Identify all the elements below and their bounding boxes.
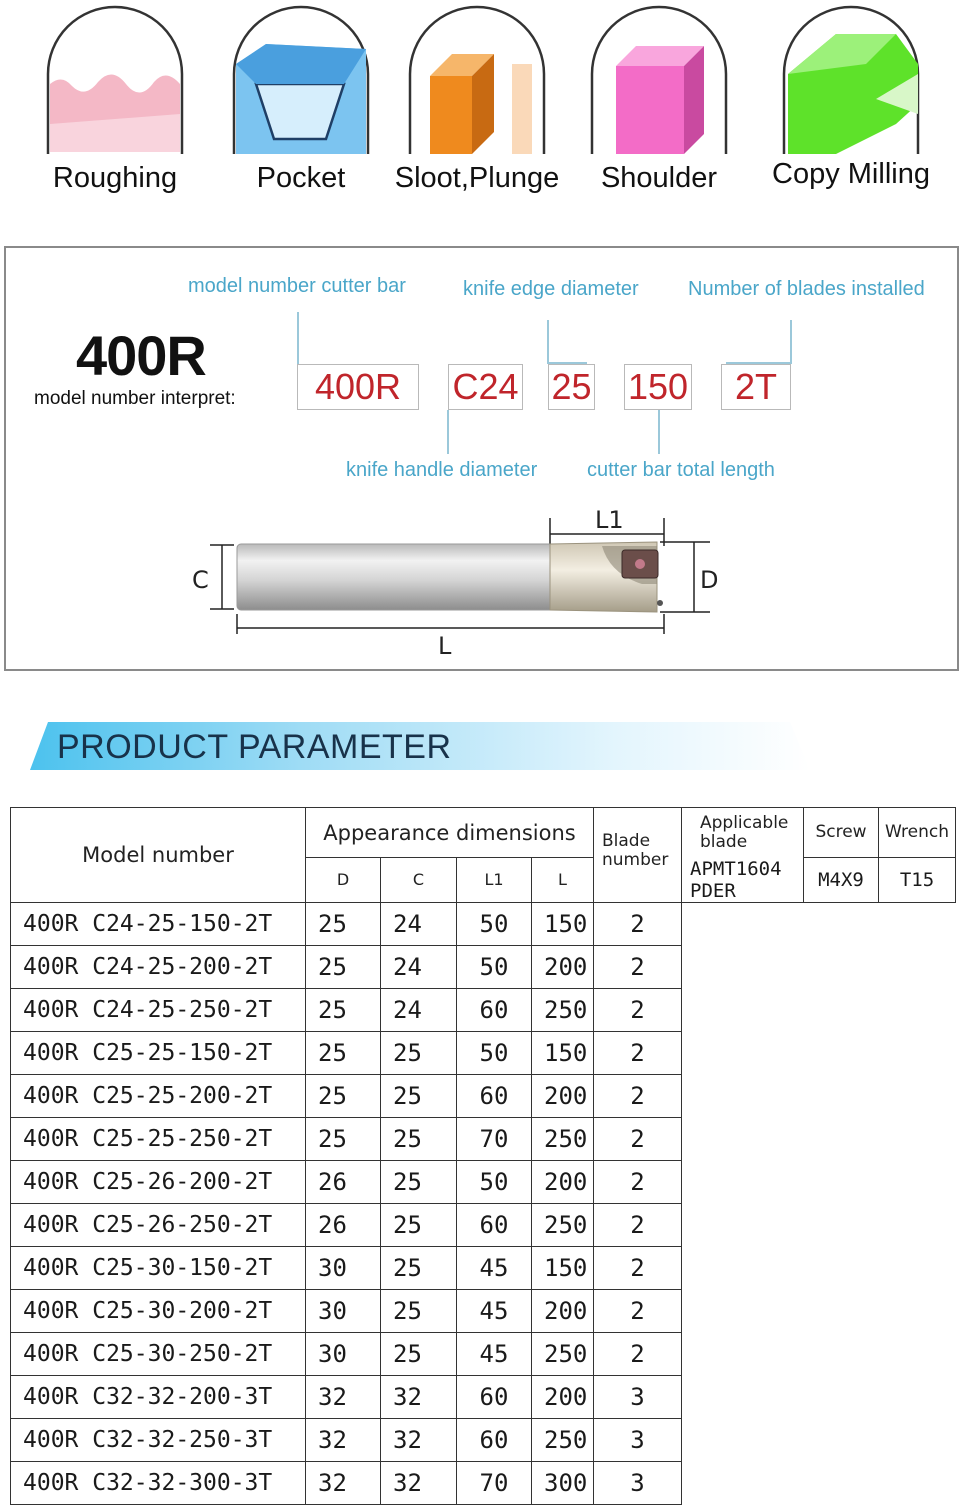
blade-number-cell: 2	[594, 1203, 682, 1246]
table-row	[11, 1246, 956, 1289]
model-number-cell: 400R C32-32-200-3T	[11, 1375, 306, 1418]
connector-line	[790, 320, 792, 362]
table-row	[11, 902, 956, 945]
blade-number-cell: 2	[594, 1160, 682, 1203]
l-cell: 150	[532, 1031, 594, 1074]
d-cell: 32	[306, 1418, 381, 1461]
connector-line	[447, 410, 449, 454]
blade-number-cell: 2	[594, 1332, 682, 1375]
header-blade-number: Blade number	[594, 808, 682, 903]
dimension-l-label: L	[438, 632, 452, 660]
table-row	[11, 988, 956, 1031]
connector-line	[297, 312, 299, 364]
l1-cell: 70	[457, 1117, 532, 1160]
l1-cell: 60	[457, 1074, 532, 1117]
l-cell: 300	[532, 1461, 594, 1504]
table-row	[11, 1418, 956, 1461]
table-row	[11, 1031, 956, 1074]
c-cell: 32	[381, 1418, 457, 1461]
dimension-l1-label: L1	[595, 506, 624, 534]
d-cell: 25	[306, 945, 381, 988]
cutter-bar-diagram	[182, 506, 719, 660]
c-cell: 25	[381, 1160, 457, 1203]
header-applicable-blade: Applicable blade	[682, 808, 804, 858]
connector-line	[658, 410, 660, 454]
l-cell: 250	[532, 1117, 594, 1160]
model-number-cell: 400R C25-30-250-2T	[11, 1332, 306, 1375]
connector-line	[547, 320, 549, 364]
pocket-icon	[226, 4, 376, 164]
copy-milling-icon	[776, 4, 926, 164]
model-number-cell: 400R C25-25-150-2T	[11, 1031, 306, 1074]
model-number-cell: 400R C25-26-250-2T	[11, 1203, 306, 1246]
table-row	[11, 1160, 956, 1203]
annotation-blades-installed: Number of blades installed	[688, 278, 925, 300]
l1-cell: 45	[457, 1332, 532, 1375]
l1-cell: 60	[457, 1375, 532, 1418]
d-cell: 30	[306, 1246, 381, 1289]
annotation-handle-diameter: knife handle diameter	[346, 459, 538, 481]
blade-number-cell: 3	[594, 1375, 682, 1418]
blade-number-cell: 2	[594, 1074, 682, 1117]
l1-cell: 60	[457, 988, 532, 1031]
model-number-cell: 400R C24-25-150-2T	[11, 902, 306, 945]
blade-number-cell: 3	[594, 1461, 682, 1504]
l1-cell: 45	[457, 1246, 532, 1289]
l-cell: 150	[532, 1246, 594, 1289]
c-cell: 25	[381, 1031, 457, 1074]
l-cell: 200	[532, 1074, 594, 1117]
table-row	[11, 1332, 956, 1375]
c-cell: 25	[381, 1246, 457, 1289]
model-number-cell: 400R C25-30-150-2T	[11, 1246, 306, 1289]
d-cell: 32	[306, 1375, 381, 1418]
model-number-cell: 400R C32-32-250-3T	[11, 1418, 306, 1461]
blade-number-cell: 2	[594, 1246, 682, 1289]
d-cell: 25	[306, 988, 381, 1031]
dimension-c-label: C	[192, 566, 209, 594]
c-cell: 25	[381, 1203, 457, 1246]
operation-shoulder	[584, 4, 734, 204]
c-cell: 24	[381, 945, 457, 988]
l1-cell: 50	[457, 945, 532, 988]
l-cell: 250	[532, 1332, 594, 1375]
operation-label: Copy Milling	[772, 158, 930, 190]
l1-cell: 50	[457, 902, 532, 945]
code-handle-diameter: C24	[448, 364, 523, 410]
d-cell: 26	[306, 1160, 381, 1203]
slot-plunge-icon	[402, 4, 552, 164]
d-cell: 25	[306, 1117, 381, 1160]
l-cell: 200	[532, 1160, 594, 1203]
c-cell: 24	[381, 988, 457, 1031]
model-series-title: 400R	[76, 324, 206, 387]
blade-number-cell: 2	[594, 902, 682, 945]
l-cell: 250	[532, 988, 594, 1031]
operation-copy-milling	[772, 4, 930, 204]
blade-number-cell: 2	[594, 1031, 682, 1074]
code-total-length: 150	[624, 364, 692, 410]
wrench-cell: T15	[879, 858, 956, 903]
l-cell: 250	[532, 1203, 594, 1246]
d-cell: 30	[306, 1332, 381, 1375]
table-row	[11, 1074, 956, 1117]
operation-label: Pocket	[256, 162, 346, 194]
interpret-label: model number interpret:	[34, 388, 236, 409]
annotation-cutter-bar: model number cutter bar	[188, 275, 406, 297]
l-cell: 200	[532, 945, 594, 988]
model-number-cell: 400R C25-30-200-2T	[11, 1289, 306, 1332]
l-cell: 200	[532, 1375, 594, 1418]
header-appearance-dimensions: Appearance dimensions	[306, 808, 594, 858]
l1-cell: 50	[457, 1160, 532, 1203]
c-cell: 25	[381, 1289, 457, 1332]
header-model-number: Model number	[11, 808, 306, 903]
code-edge-diameter: 25	[548, 364, 595, 410]
code-blade-count: 2T	[721, 364, 791, 410]
table-row	[11, 1289, 956, 1332]
c-cell: 25	[381, 1074, 457, 1117]
operation-roughing	[40, 4, 190, 204]
l-cell: 250	[532, 1418, 594, 1461]
roughing-icon	[40, 4, 190, 164]
model-number-cell: 400R C25-25-250-2T	[11, 1117, 306, 1160]
table-row	[11, 945, 956, 988]
table-row	[11, 1203, 956, 1246]
annotation-edge-diameter: knife edge diameter	[463, 278, 639, 300]
model-number-cell: 400R C32-32-300-3T	[11, 1461, 306, 1504]
l-cell: 200	[532, 1289, 594, 1332]
blade-number-cell: 3	[594, 1418, 682, 1461]
blade-number-cell: 2	[594, 1289, 682, 1332]
model-interpretation-panel	[4, 246, 959, 671]
header-d: D	[306, 858, 381, 903]
c-cell: 24	[381, 902, 457, 945]
header-screw: Screw	[804, 808, 879, 858]
l-cell: 150	[532, 902, 594, 945]
screw-cell: M4X9	[804, 858, 879, 903]
d-cell: 25	[306, 902, 381, 945]
operation-pocket	[226, 4, 376, 204]
l1-cell: 50	[457, 1031, 532, 1074]
l1-cell: 70	[457, 1461, 532, 1504]
d-cell: 25	[306, 1074, 381, 1117]
l1-cell: 45	[457, 1289, 532, 1332]
c-cell: 32	[381, 1375, 457, 1418]
table-header-row	[11, 808, 956, 858]
table-row	[11, 1461, 956, 1504]
annotation-total-length: cutter bar total length	[587, 459, 775, 481]
table-row	[11, 1375, 956, 1418]
header-wrench: Wrench	[879, 808, 956, 858]
code-series: 400R	[297, 364, 419, 410]
l1-cell: 60	[457, 1203, 532, 1246]
operation-slot-plunge	[394, 4, 560, 204]
d-cell: 26	[306, 1203, 381, 1246]
shoulder-icon	[584, 4, 734, 164]
model-number-cell: 400R C24-25-200-2T	[11, 945, 306, 988]
header-l1: L1	[457, 858, 532, 903]
blade-number-cell: 2	[594, 1117, 682, 1160]
header-c: C	[381, 858, 457, 903]
c-cell: 25	[381, 1117, 457, 1160]
applicable-blade-cell: APMT1604 PDER	[682, 858, 804, 903]
dimension-d-label: D	[700, 566, 719, 594]
blade-number-cell: 2	[594, 945, 682, 988]
model-number-cell: 400R C25-25-200-2T	[11, 1074, 306, 1117]
model-number-cell: 400R C25-26-200-2T	[11, 1160, 306, 1203]
header-l: L	[532, 858, 594, 903]
operation-label: Roughing	[52, 162, 178, 194]
d-cell: 32	[306, 1461, 381, 1504]
model-number-cell: 400R C24-25-250-2T	[11, 988, 306, 1031]
product-parameter-table	[10, 807, 956, 1505]
operation-label: Sloot,Plunge	[394, 162, 560, 194]
blade-number-cell: 2	[594, 988, 682, 1031]
operation-label: Shoulder	[600, 162, 718, 194]
l1-cell: 60	[457, 1418, 532, 1461]
d-cell: 25	[306, 1031, 381, 1074]
d-cell: 30	[306, 1289, 381, 1332]
table-row	[11, 1117, 956, 1160]
product-parameter-title: PRODUCT PARAMETER	[57, 728, 452, 766]
c-cell: 25	[381, 1332, 457, 1375]
c-cell: 32	[381, 1461, 457, 1504]
